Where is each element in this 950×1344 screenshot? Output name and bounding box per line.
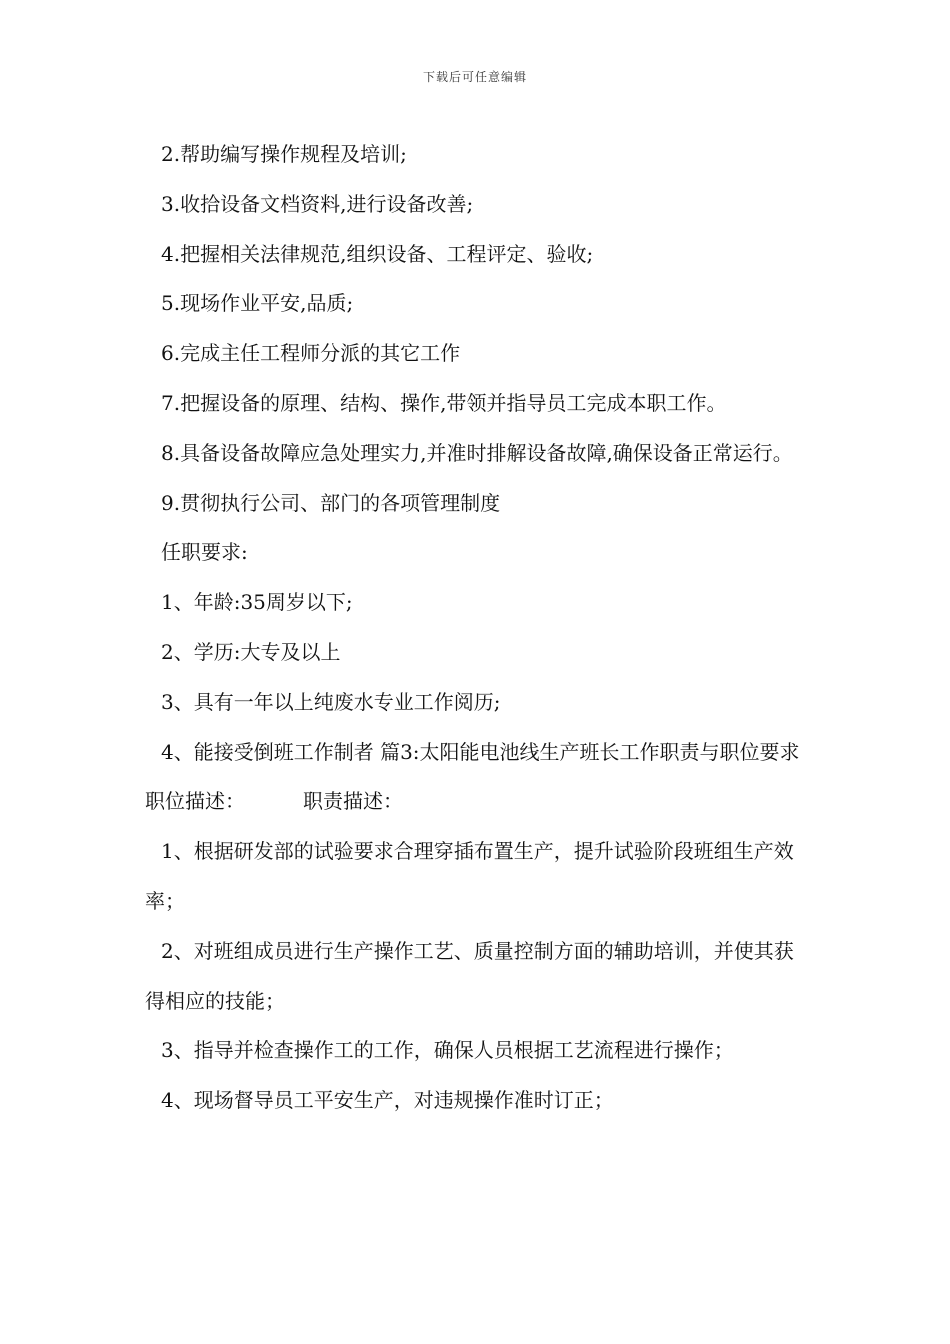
document-body: [145, 130, 810, 1126]
position-description-label: 职位描述：: [145, 789, 245, 814]
duty-item-1: 1、根据研发部的试验要求合理穿插布置生产，提升试验阶段班组生产效率；: [145, 839, 794, 913]
duty-item-4: 4、现场督导员工平安生产，对违规操作准时订正；: [161, 1088, 614, 1113]
paragraph-duty-5: 5.现场作业平安,品质;: [161, 291, 354, 316]
duty-description-label: 职责描述：: [303, 789, 403, 814]
requirement-age: 1、年龄:35周岁以下;: [161, 590, 353, 615]
paragraph-duty-9: 9.贯彻执行公司、部门的各项管理制度: [161, 490, 501, 515]
paragraph-duty-3: 3.收拾设备文档资料,进行设备改善;: [161, 191, 474, 216]
paragraph-duty-7: 7.把握设备的原理、结构、操作,带领并指导员工完成本职工作。: [161, 390, 727, 415]
requirements-heading: 任职要求:: [161, 540, 248, 565]
page-header: 下载后可任意编辑: [422, 70, 527, 84]
requirement-education: 2、学历:大专及以上: [161, 639, 341, 664]
paragraph-duty-2: 2.帮助编写操作规程及培训;: [161, 142, 407, 166]
paragraph-duty-8: 8.具备设备故障应急处理实力,并准时排解设备故障,确保设备正常运行。: [161, 440, 793, 465]
requirement-shift-and-section-title: 4、能接受倒班工作制者 篇3:太阳能电池线生产班长工作职责与职位要求: [161, 739, 800, 764]
duty-item-2: 2、对班组成员进行生产操作工艺、质量控制方面的辅助培训，并使其获得相应的技能；: [145, 938, 794, 1013]
paragraph-duty-4: 4.把握相关法律规范,组织设备、工程评定、验收;: [161, 241, 594, 266]
duty-item-3: 3、指导并检查操作工的工作，确保人员根据工艺流程进行操作；: [161, 1038, 734, 1063]
description-labels-line: [145, 777, 810, 827]
requirement-experience: 3、具有一年以上纯废水专业工作阅历;: [161, 689, 501, 714]
paragraph-duty-6: 6.完成主任工程师分派的其它工作: [161, 341, 461, 366]
